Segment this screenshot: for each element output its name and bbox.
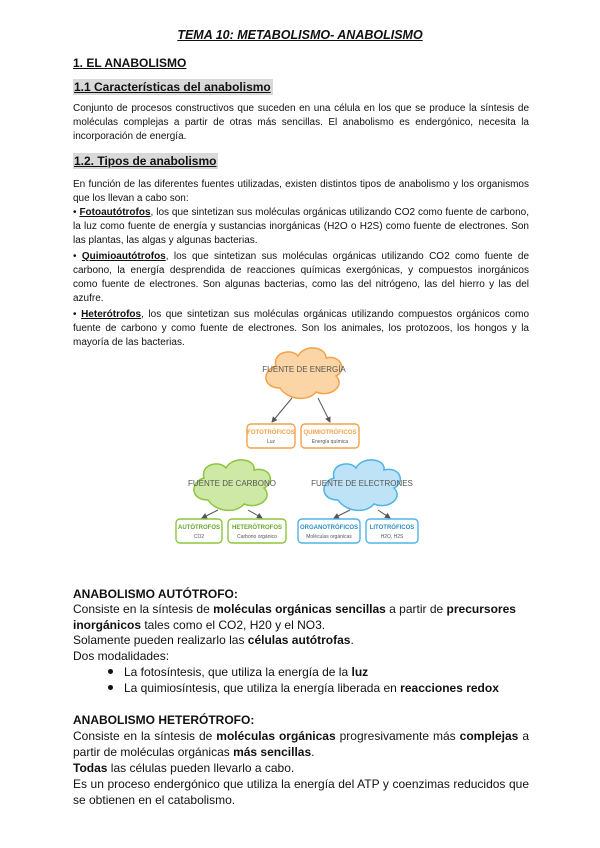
bullet-dot (108, 685, 113, 690)
subsection-heading-tipos: 1.2. Tipos de anabolismo (74, 154, 217, 168)
energy-label: FUENTE DE ENERGÍA (262, 365, 346, 374)
autotrofo-definition (73, 602, 529, 633)
heterotrofo-definition (73, 729, 529, 760)
box-sub: Carbono orgánico (237, 534, 277, 540)
carbon-source-cloud (188, 460, 276, 510)
term-fotoautotrofos: Fotoautótrofos (79, 207, 151, 218)
arrow-energy-left (272, 398, 292, 422)
text-bold: células autótrofas (247, 633, 351, 647)
item-text: , los que sintetizan sus moléculas orgánicas utilizando CO2 como fuente de carbono, la luz como fuente de energía y sustancias inorgánicas (H2O o H2S) como fuente de electrones. Son las plantas, las algas y algunas bacterias. (73, 207, 529, 246)
autotrofo-modalidades: Dos modalidades: (73, 649, 170, 663)
document-title: TEMA 10: METABOLISMO- ANABOLISMO (177, 28, 423, 42)
item-text: , los que sintetizan sus moléculas orgánicas utilizando CO2 como fuente de carbono, la energía desprendida de reacciones químicas exergónicas, y compuestos inorgánicos como fuente de electrones. Son algunas bacterias, como las del nitrógeno, las del hierro y las del azufre. (73, 251, 530, 304)
box-label: LITOTRÓFICOS (369, 525, 415, 531)
box-sub: Energía química (311, 439, 349, 445)
term-heterotrofos: Heterótrofos (81, 309, 142, 320)
text-bold: luz (351, 665, 369, 679)
heterotrofo-heading: ANABOLISMO HETERÓTROFO: (73, 713, 255, 727)
box-label: AUTÓTROFOS (178, 525, 220, 531)
text-run: tales como el CO2, H20 y el NO3. (141, 617, 326, 632)
bullet-glyph: • (73, 207, 77, 218)
arrow-electrons-right (378, 510, 390, 518)
box-label: QUIMIOTRÓFICOS (303, 430, 357, 436)
electron-source-cloud (311, 460, 413, 510)
box-quimiotroficos (301, 424, 359, 448)
text-run: . (311, 744, 315, 759)
autotrofo-heading: ANABOLISMO AUTÓTROFO: (73, 587, 238, 601)
carbon-label: FUENTE DE CARBONO (187, 479, 277, 488)
box-label: HETERÓTROFOS (231, 525, 283, 531)
text-bold: moléculas orgánicas (216, 729, 336, 743)
box-organotroficos (298, 519, 360, 543)
box-fototroficos (247, 424, 295, 448)
tipos-intro-paragraph: En función de las diferentes fuentes utilizadas, existen distintos tipos de anabolismo y los organismos que los llevan a cabo son: (73, 179, 529, 204)
autotrofo-cells (73, 633, 529, 649)
box-sub: Luz (266, 439, 276, 445)
section-heading-anabolismo: 1. EL ANABOLISMO (73, 56, 187, 70)
box-label: FOTOTRÓFICOS (247, 430, 295, 436)
text-run: La fotosíntesis, que utiliza la energía de la (124, 665, 352, 679)
text-run: Solamente pueden realizarlo las (73, 633, 248, 647)
text-run: las células pueden llevarlo a cabo. (107, 761, 295, 775)
arrow-energy-right (318, 398, 330, 422)
text-bold: moléculas orgánicas sencillas (213, 602, 386, 616)
text-bold: más sencillas (233, 744, 312, 759)
caracteristicas-paragraph: Conjunto de procesos constructivos que suceden en una célula en los que se produce la síntesis de moléculas complejas a partir de otras más sencillas. El anabolismo es endergónico, necesita la incorporación de energía. (73, 103, 529, 142)
box-sub: CO2 (193, 534, 205, 540)
text-bold: complejas (459, 729, 519, 743)
bullet-dot (108, 669, 113, 674)
text-run: . (350, 633, 354, 647)
box-autotrofos (176, 519, 222, 543)
modalidad-fotosintesis (108, 665, 368, 681)
heterotrofo-energia: Es un proceso endergónico que utiliza la energía del ATP y coenzimas reducidos que se obtienen en el catabolismo. (73, 777, 529, 807)
box-sub: H2O, H2S (380, 534, 404, 540)
text-run: Consiste en la síntesis de (73, 602, 214, 616)
energy-source-cloud (262, 348, 346, 398)
modalidad-quimiosintesis (108, 681, 499, 697)
box-label: ORGANOTRÓFICOS (300, 525, 358, 531)
item-text: , los que sintetizan sus moléculas orgánicas utilizando compuestos orgánicos como fuente de carbono y como fuente de electrones. Son los animales, los protozoos, los hongos y la mayoría de las bacterias. (73, 309, 530, 348)
subsection-heading-caracteristicas: 1.1 Características del anabolismo (74, 80, 271, 94)
text-run: Consiste en la síntesis de (73, 729, 217, 743)
text-run: La quimiosíntesis, que utiliza la energía liberada en (124, 681, 401, 695)
box-sub: Moléculas orgánicas (306, 534, 352, 540)
box-heterotrofos (228, 519, 286, 543)
heterotrofo-todas (73, 761, 529, 777)
box-litotroficos (366, 519, 418, 543)
bullet-glyph: • (73, 251, 77, 262)
text-bold: Todas (73, 761, 108, 775)
text-run: a partir de moléculas orgánicas (73, 729, 529, 759)
arrow-carbon-right (248, 510, 262, 518)
arrow-electrons-left (334, 510, 350, 518)
text-bold: precursores inorgánicos (73, 602, 516, 632)
term-quimioautotrofos: Quimioautótrofos (81, 251, 166, 262)
text-run: a partir de (385, 602, 447, 616)
bullet-glyph: • (73, 309, 77, 320)
arrow-carbon-left (202, 510, 218, 518)
text-run: progresivamente más (335, 729, 460, 743)
text-bold: reacciones redox (400, 681, 499, 695)
electrons-label: FUENTE DE ELECTRONES (311, 479, 413, 488)
